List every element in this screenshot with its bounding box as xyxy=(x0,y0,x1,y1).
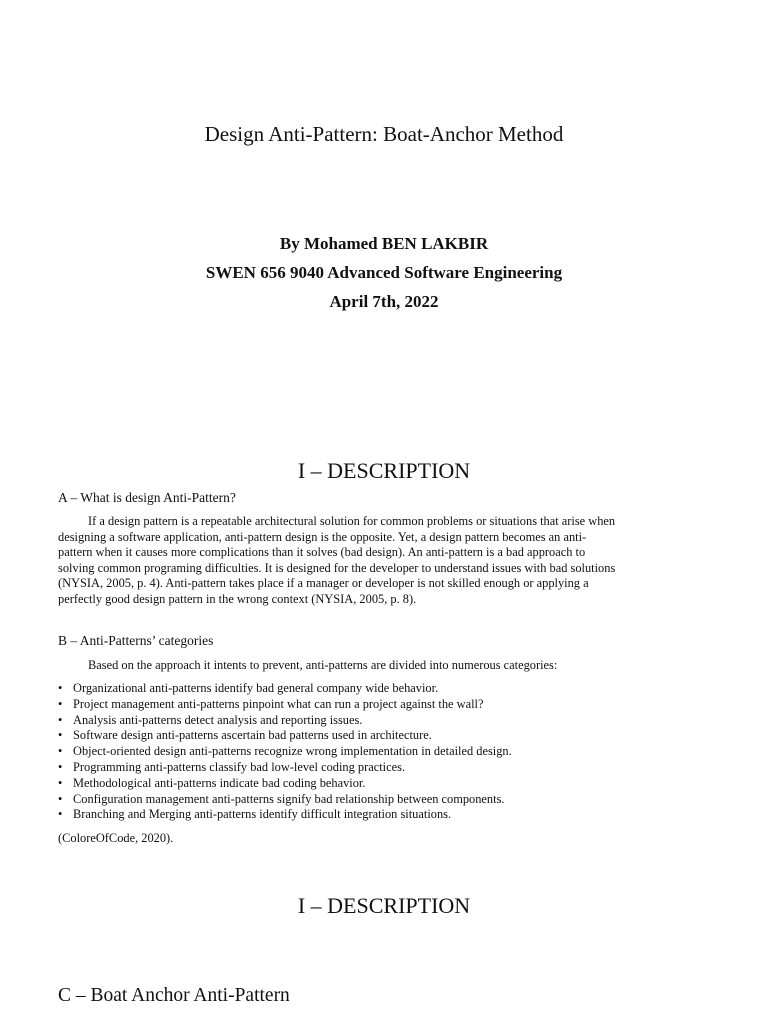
bullet-icon: • xyxy=(58,791,63,806)
author-block xyxy=(0,229,768,316)
paragraph-line: pattern when it causes more complications than it solves (bad design). An anti-pattern is a bad approach to xyxy=(58,545,586,560)
categories-list xyxy=(58,681,512,823)
subheading-boat-anchor: C – Boat Anchor Anti-Pattern xyxy=(58,985,290,1006)
list-item: • Programming anti-patterns classify bad low-level coding practices. xyxy=(58,759,406,774)
list-item: • Methodological anti-patterns indicate bad coding behavior. xyxy=(58,775,366,790)
list-item: • Organizational anti-patterns identify bad general company wide behavior. xyxy=(58,681,439,695)
course-name: SWEN 656 9040 Advanced Software Engineering xyxy=(205,263,563,282)
paragraph-line: (NYSIA, 2005, p. 4). Anti-pattern takes place if a manager or developer is not skilled enough or applying a xyxy=(58,576,589,591)
paragraph-line: If a design pattern is a repeatable architectural solution for common problems or situations that arise when xyxy=(88,514,616,528)
categories-intro: Based on the approach it intents to prevent, anti-patterns are divided into numerous categories: xyxy=(88,658,558,672)
subheading-anti-pattern-categories: B – Anti-Patterns’ categories xyxy=(58,633,214,648)
bullet-icon: • xyxy=(58,759,63,774)
author-name: By Mohamed BEN LAKBIR xyxy=(279,234,489,253)
document-title: Design Anti-Pattern: Boat-Anchor Method xyxy=(204,122,564,146)
subheading-what-is-anti-pattern: A – What is design Anti-Pattern? xyxy=(58,490,236,505)
paragraph-anti-pattern-definition xyxy=(58,514,714,608)
paragraph-line: designing a software application, anti-pattern design is the opposite. Yet, a design pattern becomes an anti- xyxy=(58,529,587,544)
bullet-icon: • xyxy=(58,696,63,711)
list-item: • Configuration management anti-patterns signify bad relationship between components. xyxy=(58,791,505,806)
bullet-icon: • xyxy=(58,744,63,759)
bullet-icon: • xyxy=(58,775,63,790)
bullet-icon: • xyxy=(58,681,63,695)
section-heading-description: I – DESCRIPTION xyxy=(297,458,471,483)
bullet-icon: • xyxy=(58,728,63,743)
bullet-icon: • xyxy=(58,712,63,727)
section-heading-description-repeat: I – DESCRIPTION xyxy=(297,893,471,918)
list-item: • Object-oriented design anti-patterns recognize wrong implementation in detailed design. xyxy=(58,744,512,759)
paragraph-line: perfectly good design pattern in the wrong context (NYSIA, 2005, p. 8). xyxy=(58,591,417,606)
bullet-icon: • xyxy=(58,807,63,822)
list-item: • Branching and Merging anti-patterns identify difficult integration situations. xyxy=(58,807,452,822)
citation: (ColoreOfCode, 2020). xyxy=(58,831,174,845)
document-date: April 7th, 2022 xyxy=(329,292,439,311)
paragraph-line: solving common programing difficulties. It is designed for the developer to understand issues with bad solutions xyxy=(58,560,616,575)
list-item: • Analysis anti-patterns detect analysis and reporting issues. xyxy=(58,712,363,727)
list-item: • Software design anti-patterns ascertain bad patterns used in architecture. xyxy=(58,728,432,743)
list-item: • Project management anti-patterns pinpoint what can run a project against the wall? xyxy=(58,696,484,711)
